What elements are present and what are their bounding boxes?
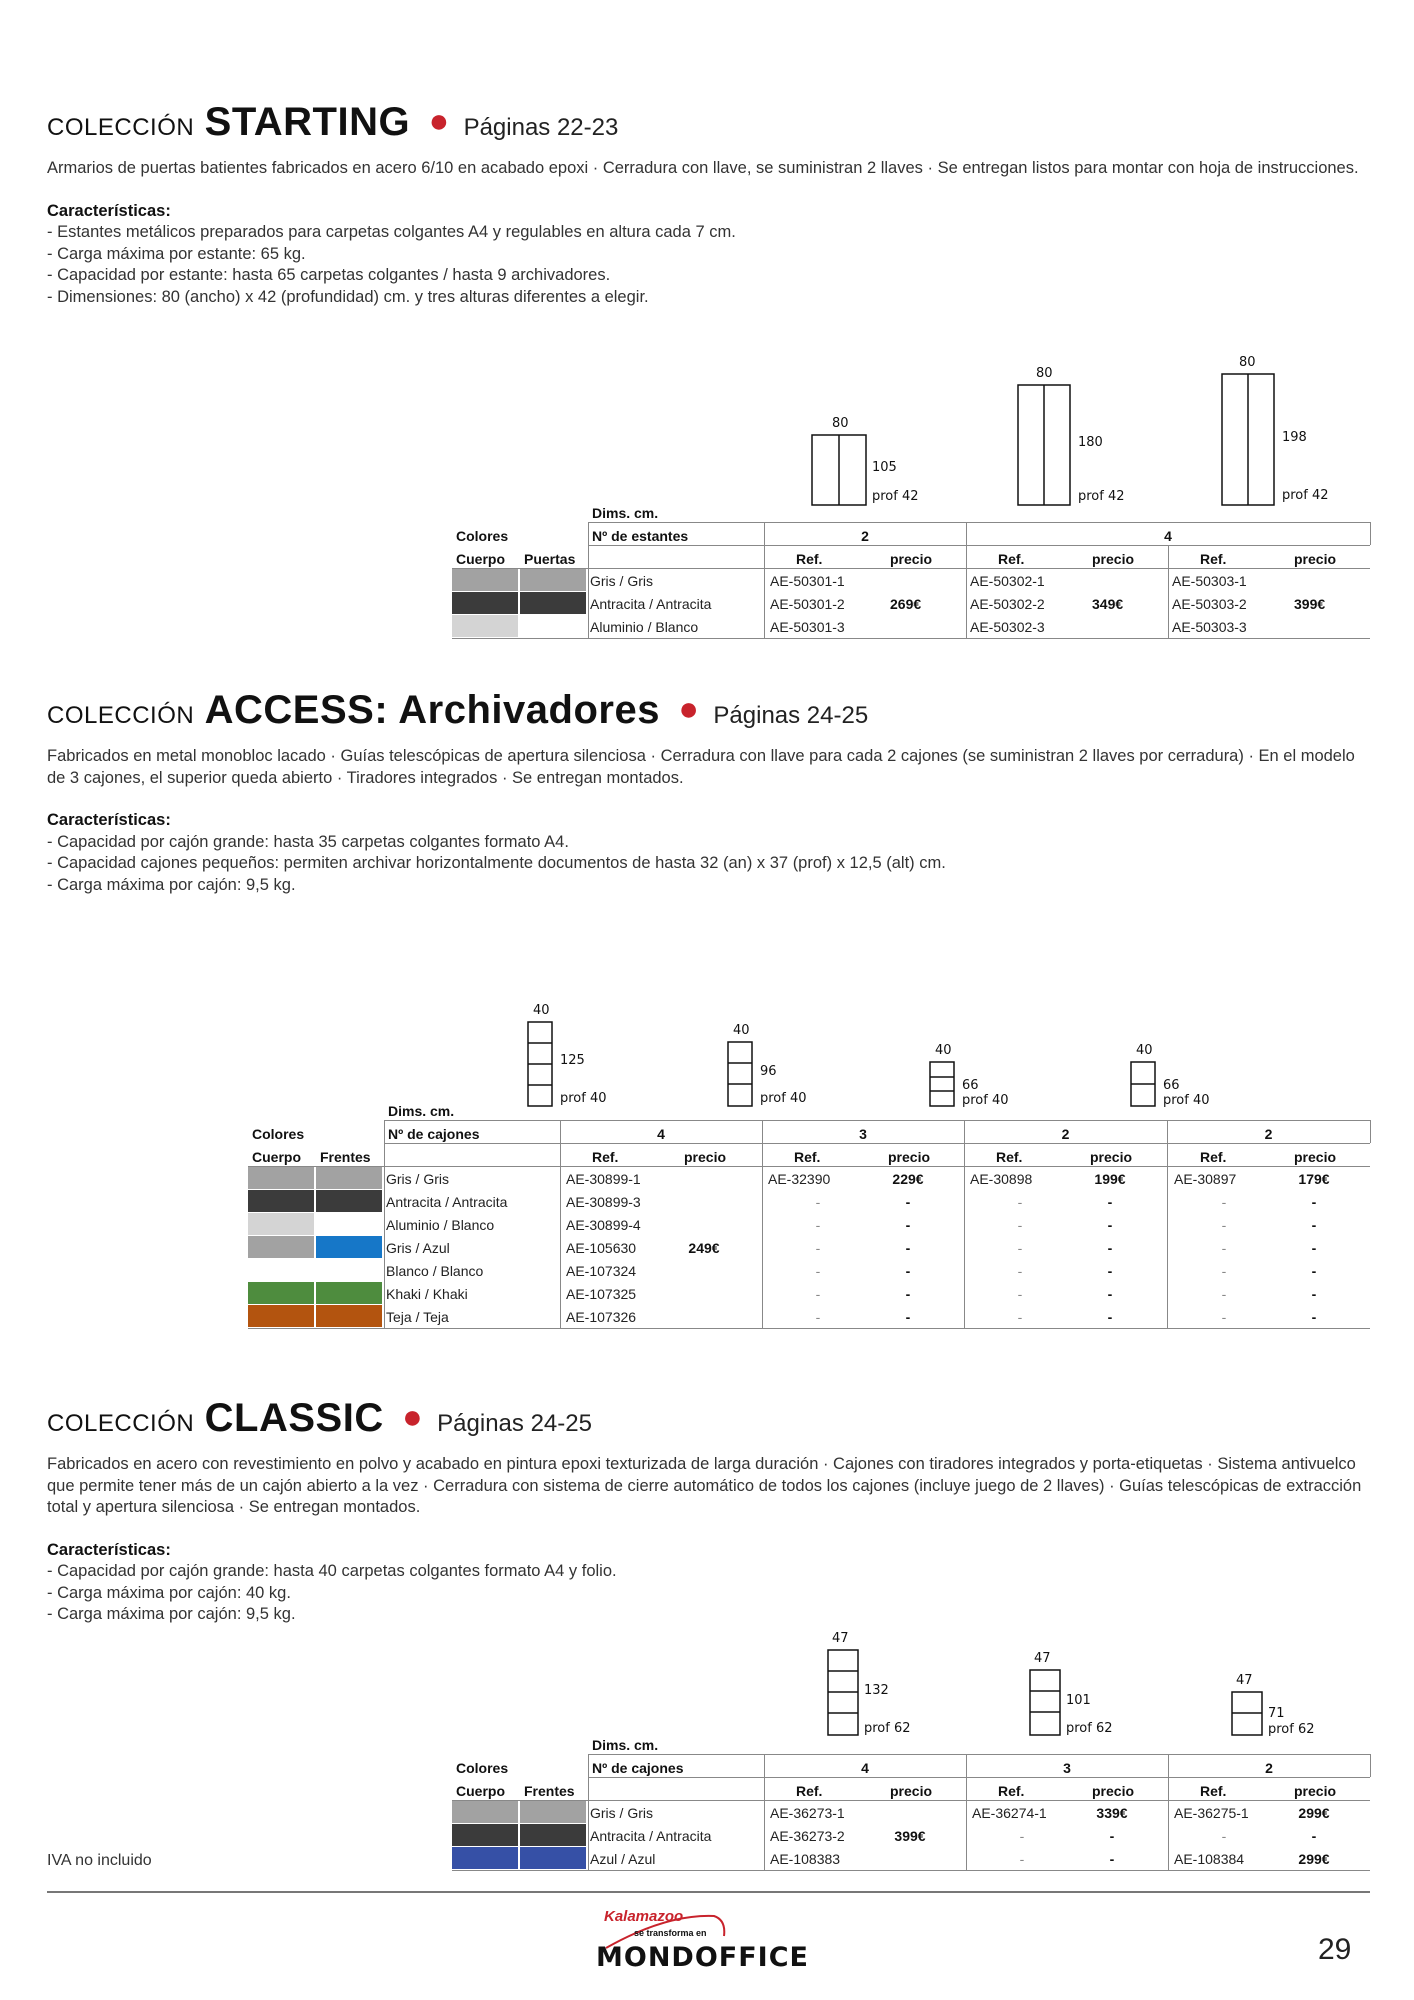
svg-text:180: 180 xyxy=(1078,435,1103,450)
bullet-dot: ● xyxy=(428,102,450,140)
price-value: - xyxy=(1107,1240,1113,1256)
ref-code: AE-30899-1 xyxy=(566,1171,641,1187)
price-header: precio xyxy=(1092,551,1135,567)
ref-code: AE-105630 xyxy=(566,1240,637,1256)
color-swatch xyxy=(316,1305,382,1327)
ref-code: - xyxy=(1017,1240,1023,1256)
svg-text:80: 80 xyxy=(1239,355,1256,370)
description-text: Fabricados en metal monobloc lacado · Guías telescópicas de apertura silenciosa · Cerradura con llave para cada 2 cajones (se suministran 2 llaves por cerradura) · En el modelo de 3 cajones, el superior queda abierto · Tiradores integrados · Se entregan montados. xyxy=(47,747,1355,787)
svg-text:prof 40: prof 40 xyxy=(760,1091,807,1106)
color-name: Antracita / Antracita xyxy=(590,596,712,612)
price-value: 269€ xyxy=(890,596,922,612)
price-header: precio xyxy=(684,1149,727,1165)
dims-label: Dims. cm. xyxy=(388,1103,455,1119)
color-swatch xyxy=(316,1236,382,1258)
ref-code: AE-108383 xyxy=(770,1851,841,1867)
ref-header: Ref. xyxy=(794,1149,821,1165)
svg-text:40: 40 xyxy=(1136,1043,1153,1058)
ref-code: - xyxy=(815,1240,821,1256)
ref-code: - xyxy=(1017,1309,1023,1325)
color-swatch xyxy=(248,1190,314,1212)
ref-code: AE-30898 xyxy=(970,1171,1033,1187)
color-name: Gris / Gris xyxy=(590,573,653,589)
svg-text:40: 40 xyxy=(733,1023,750,1038)
collection-name: ACCESS: Archivadores xyxy=(204,688,660,732)
body-col-label: Cuerpo xyxy=(252,1149,301,1165)
group-header: 4 xyxy=(657,1126,665,1142)
ref-header: Ref. xyxy=(1200,1783,1227,1799)
ref-code: AE-36273-1 xyxy=(770,1805,845,1821)
colors-label: Colores xyxy=(252,1126,305,1142)
price-value: 299€ xyxy=(1298,1805,1330,1821)
price-value: - xyxy=(1107,1309,1113,1325)
svg-text:prof 40: prof 40 xyxy=(1163,1093,1210,1108)
svg-text:80: 80 xyxy=(832,416,849,431)
bullet-dot: ● xyxy=(678,690,699,728)
color-swatch xyxy=(452,1801,518,1823)
ref-code: - xyxy=(1019,1828,1025,1844)
features-title: Características: xyxy=(47,811,171,829)
svg-text:80: 80 xyxy=(1036,366,1053,381)
ref-code: - xyxy=(1221,1309,1227,1325)
ref-code: AE-36275-1 xyxy=(1174,1805,1249,1821)
color-swatch xyxy=(316,1167,382,1189)
color-swatch xyxy=(520,592,586,614)
ref-header: Ref. xyxy=(998,1783,1025,1799)
price-header: precio xyxy=(890,551,933,567)
front-col-label: Frentes xyxy=(320,1149,371,1165)
color-name: Azul / Azul xyxy=(590,1851,656,1867)
ref-code: AE-30899-4 xyxy=(566,1217,641,1233)
color-swatch xyxy=(452,1847,518,1869)
logo-subtitle: se transforma en xyxy=(634,1928,707,1938)
ref-header: Ref. xyxy=(592,1149,619,1165)
color-name: Khaki / Khaki xyxy=(386,1286,468,1302)
cabinet-diagram xyxy=(1224,1672,1334,1735)
price-header: precio xyxy=(890,1783,933,1799)
ref-code: AE-30899-3 xyxy=(566,1194,641,1210)
color-name: Antracita / Antracita xyxy=(386,1194,508,1210)
cabinet-diagram xyxy=(922,1042,1022,1106)
ref-code: - xyxy=(1221,1286,1227,1302)
ref-code: - xyxy=(815,1217,821,1233)
footer-divider xyxy=(47,1891,1370,1893)
svg-text:prof 62: prof 62 xyxy=(1066,1721,1113,1736)
color-swatch xyxy=(248,1213,314,1235)
dims-label: Dims. cm. xyxy=(592,1737,659,1753)
group-header: 4 xyxy=(861,1760,869,1776)
price-value: - xyxy=(1107,1286,1113,1302)
ref-header: Ref. xyxy=(998,551,1025,567)
color-name: Aluminio / Blanco xyxy=(386,1217,495,1233)
ref-code: - xyxy=(815,1286,821,1302)
color-swatch xyxy=(520,1801,586,1823)
color-name: Gris / Gris xyxy=(386,1171,449,1187)
ref-code: AE-32390 xyxy=(768,1171,831,1187)
svg-text:prof 42: prof 42 xyxy=(1282,488,1329,503)
color-swatch xyxy=(520,1824,586,1846)
ref-code: AE-30897 xyxy=(1174,1171,1237,1187)
ref-header: Ref. xyxy=(996,1149,1023,1165)
svg-text:101: 101 xyxy=(1066,1693,1091,1708)
price-value: - xyxy=(1109,1828,1115,1844)
color-swatch xyxy=(452,615,518,637)
price-value: - xyxy=(1311,1286,1317,1302)
ref-code: AE-50301-2 xyxy=(770,596,845,612)
brand-logo xyxy=(596,1906,826,1976)
price-value: 179€ xyxy=(1298,1171,1330,1187)
ref-header: Ref. xyxy=(1200,551,1227,567)
price-value: 199€ xyxy=(1094,1171,1126,1187)
body-col-label: Cuerpo xyxy=(456,1783,505,1799)
color-swatch xyxy=(520,615,586,637)
ref-code: AE-107324 xyxy=(566,1263,637,1279)
pages-ref: Páginas 22-23 xyxy=(463,114,619,141)
ref-code: AE-50302-3 xyxy=(970,619,1045,635)
description-starting xyxy=(47,158,1367,308)
ref-code: AE-107325 xyxy=(566,1286,637,1302)
price-value: - xyxy=(1311,1309,1317,1325)
cabinet-diagram xyxy=(1002,365,1125,505)
ref-code: - xyxy=(1221,1217,1227,1233)
features-title: Características: xyxy=(47,1540,171,1559)
color-swatch xyxy=(316,1213,382,1235)
svg-text:40: 40 xyxy=(935,1043,952,1058)
price-value: 229€ xyxy=(892,1171,924,1187)
color-swatch xyxy=(248,1167,314,1189)
feature-item: - Carga máxima por cajón: 9,5 kg. xyxy=(47,875,296,894)
feature-item: - Capacidad cajones pequeños: permiten archivar horizontalmente documentos de hasta 32 (an) x 37 (prof) x 12,5 (alt) cm. xyxy=(47,854,946,872)
ref-code: AE-108384 xyxy=(1174,1851,1245,1867)
features-title: Características: xyxy=(47,201,171,220)
price-value: 399€ xyxy=(1294,596,1326,612)
price-header: precio xyxy=(1092,1783,1135,1799)
svg-text:66: 66 xyxy=(962,1078,979,1093)
svg-text:105: 105 xyxy=(872,460,897,475)
ref-code: - xyxy=(1017,1217,1023,1233)
svg-text:prof 42: prof 42 xyxy=(872,489,919,504)
color-swatch xyxy=(316,1282,382,1304)
iva-note: IVA no incluido xyxy=(47,1852,152,1869)
cabinet-diagram xyxy=(1205,354,1329,505)
color-swatch xyxy=(248,1305,314,1327)
ref-header: Ref. xyxy=(796,1783,823,1799)
group-header: 3 xyxy=(859,1126,867,1142)
cabinet-diagram xyxy=(520,1002,620,1106)
svg-text:prof 40: prof 40 xyxy=(560,1091,607,1106)
price-value: - xyxy=(905,1263,911,1279)
price-header: precio xyxy=(1294,1783,1337,1799)
ref-code: AE-36274-1 xyxy=(972,1805,1047,1821)
price-header: precio xyxy=(1090,1149,1133,1165)
svg-text:198: 198 xyxy=(1282,430,1307,445)
price-value: - xyxy=(905,1286,911,1302)
color-swatch xyxy=(248,1236,314,1258)
price-value: 249€ xyxy=(688,1240,720,1256)
color-name: Aluminio / Blanco xyxy=(590,619,699,635)
svg-text:prof 62: prof 62 xyxy=(1268,1722,1315,1737)
ref-code: AE-50302-2 xyxy=(970,596,1045,612)
count-label: Nº de cajones xyxy=(388,1126,480,1142)
ref-code: AE-36273-2 xyxy=(770,1828,845,1844)
color-swatch xyxy=(452,569,518,591)
svg-text:96: 96 xyxy=(760,1064,777,1079)
color-name: Blanco / Blanco xyxy=(386,1263,484,1279)
feature-item: - Capacidad por cajón grande: hasta 40 carpetas colgantes formato A4 y folio. xyxy=(47,1562,617,1580)
price-value: - xyxy=(905,1217,911,1233)
collection-prefix: COLECCIÓN xyxy=(47,1410,195,1437)
svg-text:40: 40 xyxy=(533,1003,550,1018)
feature-item: - Carga máxima por cajón: 9,5 kg. xyxy=(47,1605,296,1623)
price-header: precio xyxy=(1294,551,1337,567)
ref-code: - xyxy=(1019,1851,1025,1867)
svg-text:prof 62: prof 62 xyxy=(864,1721,911,1736)
feature-item: - Carga máxima por estante: 65 kg. xyxy=(47,244,306,263)
dims-label: Dims. cm. xyxy=(592,505,659,521)
svg-text:47: 47 xyxy=(1236,1673,1253,1688)
ref-code: AE-50301-3 xyxy=(770,619,845,635)
svg-text:47: 47 xyxy=(832,1631,849,1646)
ref-code: AE-50302-1 xyxy=(970,573,1045,589)
description-text: Armarios de puertas batientes fabricados en acero 6/10 en acabado epoxi · Cerradura con llave, se suministran 2 llaves · Se entregan listos para montar con hoja de instrucciones. xyxy=(47,159,1359,177)
ref-header: Ref. xyxy=(796,551,823,567)
price-value: - xyxy=(905,1240,911,1256)
price-value: - xyxy=(1311,1240,1317,1256)
description-classic xyxy=(47,1454,1367,1626)
color-name: Teja / Teja xyxy=(386,1309,449,1325)
cabinet-diagram xyxy=(820,1630,930,1735)
ref-header: Ref. xyxy=(1200,1149,1227,1165)
price-value: - xyxy=(1311,1828,1317,1844)
svg-text:47: 47 xyxy=(1034,1651,1051,1666)
price-value: 299€ xyxy=(1298,1851,1330,1867)
ref-code: - xyxy=(815,1309,821,1325)
price-header: precio xyxy=(1294,1149,1337,1165)
group-header: 3 xyxy=(1063,1760,1071,1776)
section-title-access xyxy=(47,688,868,733)
svg-text:prof 42: prof 42 xyxy=(1078,489,1125,504)
logo-mondoffice: MONDOFFICE xyxy=(596,1942,809,1973)
group-header: 4 xyxy=(1164,528,1172,544)
collection-prefix: COLECCIÓN xyxy=(47,114,195,141)
price-value: - xyxy=(1311,1217,1317,1233)
color-name: Antracita / Antracita xyxy=(590,1828,712,1844)
ref-code: - xyxy=(1221,1828,1227,1844)
cabinet-diagram xyxy=(800,415,920,505)
door-col-label: Puertas xyxy=(524,551,576,567)
price-value: - xyxy=(905,1194,911,1210)
logo-kalamazoo: Kalamazoo xyxy=(604,1908,684,1925)
section-title-starting xyxy=(47,100,618,145)
price-value: - xyxy=(1311,1263,1317,1279)
group-header: 2 xyxy=(861,528,869,544)
color-swatch xyxy=(248,1259,314,1281)
svg-text:prof 40: prof 40 xyxy=(962,1093,1009,1108)
count-label: Nº de cajones xyxy=(592,1760,684,1776)
price-value: - xyxy=(905,1309,911,1325)
ref-code: - xyxy=(815,1263,821,1279)
ref-code: AE-50303-1 xyxy=(1172,573,1247,589)
price-value: - xyxy=(1107,1263,1113,1279)
collection-name: CLASSIC xyxy=(204,1396,384,1440)
ref-code: AE-50303-2 xyxy=(1172,596,1247,612)
ref-code: - xyxy=(1017,1263,1023,1279)
ref-code: AE-50301-1 xyxy=(770,573,845,589)
color-swatch xyxy=(520,1847,586,1869)
cabinet-diagram xyxy=(1123,1042,1223,1106)
price-value: 339€ xyxy=(1096,1805,1128,1821)
feature-item: - Carga máxima por cajón: 40 kg. xyxy=(47,1583,291,1602)
pages-ref: Páginas 24-25 xyxy=(713,702,869,729)
page-number: 29 xyxy=(1318,1933,1352,1966)
feature-item: - Dimensiones: 80 (ancho) x 42 (profundidad) cm. y tres alturas diferentes a elegir. xyxy=(47,287,649,306)
color-swatch xyxy=(316,1190,382,1212)
color-swatch xyxy=(316,1259,382,1281)
colors-label: Colores xyxy=(456,528,509,544)
price-value: - xyxy=(1109,1851,1115,1867)
color-swatch xyxy=(452,1824,518,1846)
color-swatch xyxy=(452,592,518,614)
ref-code: - xyxy=(1221,1263,1227,1279)
price-value: 399€ xyxy=(894,1828,926,1844)
feature-item: - Capacidad por estante: hasta 65 carpetas colgantes / hasta 9 archivadores. xyxy=(47,266,611,284)
color-name: Gris / Gris xyxy=(590,1805,653,1821)
price-value: - xyxy=(1107,1194,1113,1210)
ref-code: - xyxy=(1221,1194,1227,1210)
cabinet-diagram xyxy=(720,1022,820,1106)
price-header: precio xyxy=(888,1149,931,1165)
color-swatch xyxy=(520,569,586,591)
body-col-label: Cuerpo xyxy=(456,551,505,567)
group-header: 2 xyxy=(1061,1126,1070,1142)
count-label: Nº de estantes xyxy=(592,528,689,544)
group-header: 2 xyxy=(1265,1760,1273,1776)
section-title-classic xyxy=(47,1396,592,1441)
svg-text:66: 66 xyxy=(1163,1078,1180,1093)
svg-text:71: 71 xyxy=(1268,1706,1285,1721)
bullet-dot: ● xyxy=(402,1398,423,1436)
feature-item: - Capacidad por cajón grande: hasta 35 carpetas colgantes formato A4. xyxy=(47,832,569,851)
ref-code: - xyxy=(1017,1194,1023,1210)
price-value: - xyxy=(1311,1194,1317,1210)
ref-code: - xyxy=(1017,1286,1023,1302)
feature-item: - Estantes metálicos preparados para carpetas colgantes A4 y regulables en altura cada 7 cm. xyxy=(47,223,736,241)
collection-prefix: COLECCIÓN xyxy=(47,702,195,729)
color-name: Gris / Azul xyxy=(386,1240,450,1256)
description-text: Fabricados en acero con revestimiento en polvo y acabado en pintura epoxi texturizada de larga duración · Cajones con tiradores integrados y porta-etiquetas · Sistema antivuelco que permite tener más de un cajón abierto a la vez · Cerradura con sistema de cierre automático de todos los cajones (incluye juego de 2 llaves) · Guías telescópicas de extracción total y apertura silenciosa · Se entregan montados. xyxy=(47,1455,1362,1516)
description-access xyxy=(47,746,1367,896)
svg-text:125: 125 xyxy=(560,1053,585,1068)
ref-code: - xyxy=(815,1194,821,1210)
cabinet-diagram xyxy=(1022,1650,1132,1735)
ref-code: AE-50303-3 xyxy=(1172,619,1247,635)
group-header: 2 xyxy=(1264,1126,1273,1142)
svg-text:132: 132 xyxy=(864,1683,889,1698)
ref-code: - xyxy=(1221,1240,1227,1256)
pages-ref: Páginas 24-25 xyxy=(437,1410,592,1437)
ref-code: AE-107326 xyxy=(566,1309,637,1325)
front-col-label: Frentes xyxy=(524,1783,575,1799)
collection-name: STARTING xyxy=(204,100,411,144)
price-value: 349€ xyxy=(1092,596,1124,612)
colors-label: Colores xyxy=(456,1760,509,1776)
color-swatch xyxy=(248,1282,314,1304)
price-value: - xyxy=(1107,1217,1113,1233)
